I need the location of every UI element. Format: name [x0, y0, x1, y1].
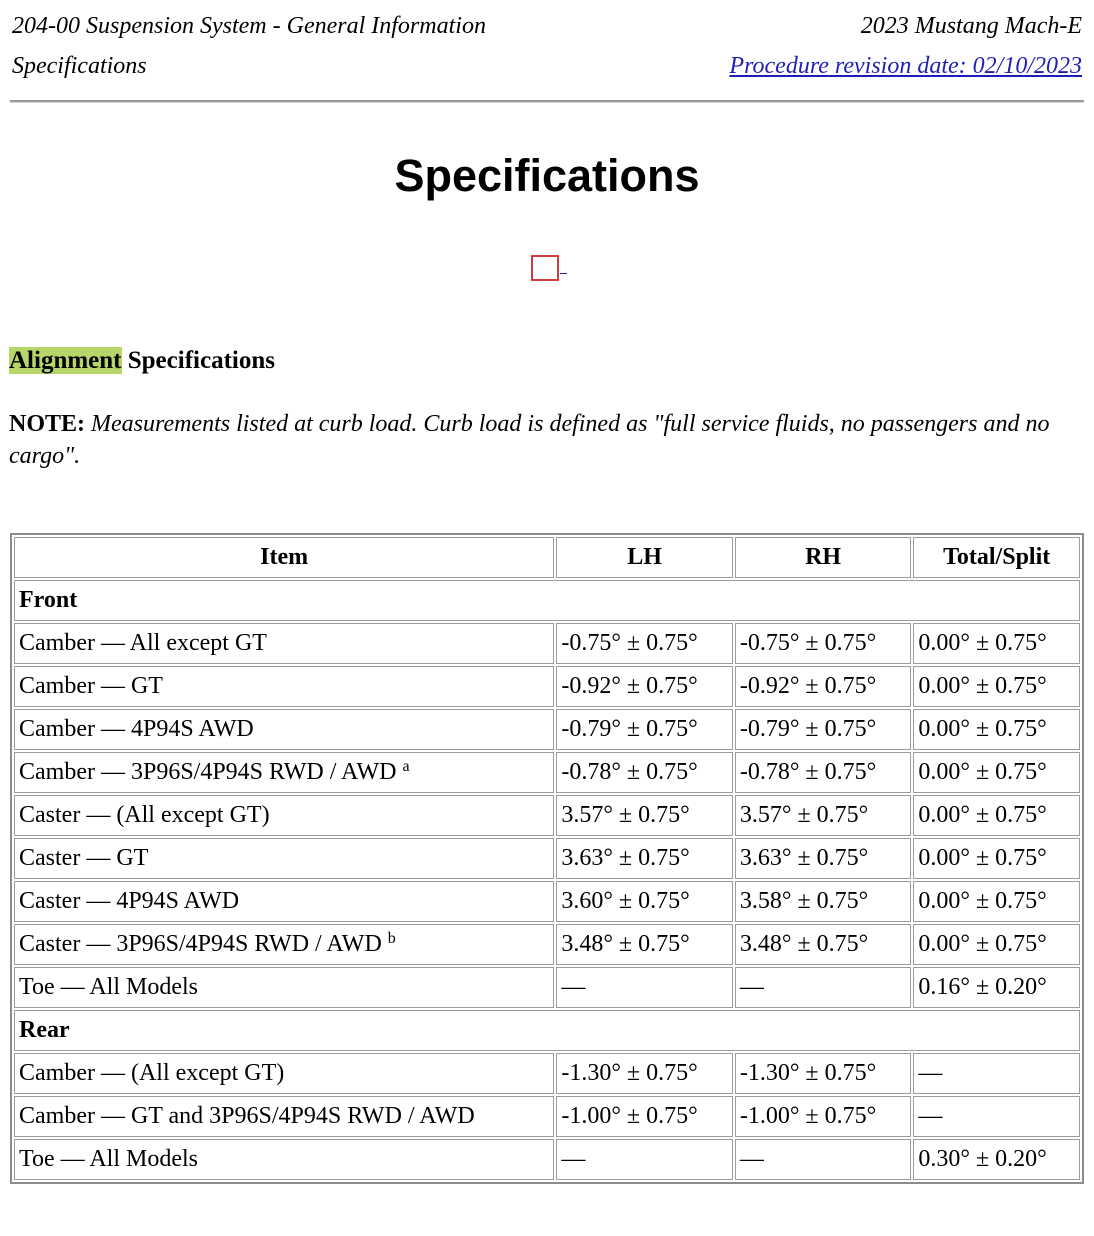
table-row [14, 967, 1080, 1008]
table-header-row [14, 537, 1080, 578]
subsection-title: Specifications [12, 53, 147, 79]
lh-cell: -1.00° ± 0.75° [556, 1096, 733, 1137]
item-text: Camber — 3P96S/4P94S RWD / AWD [19, 759, 403, 785]
item-cell [14, 666, 554, 707]
lh-cell: -0.92° ± 0.75° [556, 666, 733, 707]
header-left [12, 6, 486, 86]
revision-date-link[interactable]: Procedure revision date: 02/10/2023 [729, 53, 1082, 79]
rh-cell: -0.78° ± 0.75° [735, 752, 912, 793]
total-split-cell: 0.30° ± 0.20° [913, 1139, 1080, 1180]
item-text: Toe — All Models [19, 1146, 198, 1172]
section-heading [9, 344, 275, 378]
table-row [14, 924, 1080, 965]
table-row [14, 795, 1080, 836]
rh-cell: — [735, 1139, 912, 1180]
lh-cell: -0.79° ± 0.75° [556, 709, 733, 750]
lh-cell: — [556, 967, 733, 1008]
column-header-lh: LH [556, 537, 733, 578]
rh-cell: 3.63° ± 0.75° [735, 838, 912, 879]
item-cell [14, 838, 554, 879]
item-cell [14, 967, 554, 1008]
table-row [14, 881, 1080, 922]
section-label: Front [14, 580, 1080, 621]
item-text: Caster — 4P94S AWD [19, 888, 240, 914]
lh-cell: 3.63° ± 0.75° [556, 838, 733, 879]
note-label: NOTE: [9, 411, 86, 437]
item-cell [14, 881, 554, 922]
total-split-cell: — [913, 1053, 1080, 1094]
rh-cell: 3.57° ± 0.75° [735, 795, 912, 836]
item-text: Toe — All Models [19, 974, 198, 1000]
item-cell [14, 1096, 554, 1137]
lh-cell: 3.48° ± 0.75° [556, 924, 733, 965]
total-split-cell: 0.00° ± 0.75° [913, 924, 1080, 965]
table-row [14, 709, 1080, 750]
highlighted-term: Alignment [9, 347, 122, 374]
table-row [14, 1053, 1080, 1094]
rh-cell: — [735, 967, 912, 1008]
rh-cell: -0.79° ± 0.75° [735, 709, 912, 750]
total-split-cell: 0.16° ± 0.20° [913, 967, 1080, 1008]
rh-cell: 3.48° ± 0.75° [735, 924, 912, 965]
item-cell [14, 1139, 554, 1180]
item-text: Camber — GT and 3P96S/4P94S RWD / AWD [19, 1103, 475, 1129]
item-cell [14, 752, 554, 793]
total-split-cell: 0.00° ± 0.75° [913, 623, 1080, 664]
item-cell [14, 623, 554, 664]
footnote-marker: a [402, 758, 410, 775]
item-text: Camber — 4P94S AWD [19, 716, 254, 742]
lh-cell: -1.30° ± 0.75° [556, 1053, 733, 1094]
alignment-spec-table [10, 533, 1084, 1184]
vehicle-name: 2023 Mustang Mach-E [860, 13, 1082, 39]
image-link-underline [560, 273, 567, 274]
section-title: 204-00 Suspension System - General Information [12, 13, 486, 39]
item-cell [14, 709, 554, 750]
rh-cell: -1.30° ± 0.75° [735, 1053, 912, 1094]
table-row [14, 838, 1080, 879]
column-header-total-split: Total/Split [913, 537, 1080, 578]
lh-cell: -0.75° ± 0.75° [556, 623, 733, 664]
header-right [729, 6, 1082, 86]
page-title: Specifications [394, 150, 700, 201]
total-split-cell: 0.00° ± 0.75° [913, 752, 1080, 793]
item-cell [14, 795, 554, 836]
item-text: Caster — GT [19, 845, 149, 871]
rh-cell: -0.92° ± 0.75° [735, 666, 912, 707]
total-split-cell: 0.00° ± 0.75° [913, 795, 1080, 836]
front-section-row [14, 580, 1080, 621]
item-cell [14, 1053, 554, 1094]
footnote-marker: b [387, 930, 396, 947]
note [9, 408, 1069, 472]
rh-cell: 3.58° ± 0.75° [735, 881, 912, 922]
rear-section-row [14, 1010, 1080, 1051]
section-heading-rest: Specifications [121, 347, 275, 374]
header-divider [10, 100, 1084, 103]
table-row [14, 752, 1080, 793]
lh-cell: — [556, 1139, 733, 1180]
table-row [14, 666, 1080, 707]
lh-cell: -0.78° ± 0.75° [556, 752, 733, 793]
note-text: Measurements listed at curb load. Curb load is defined as "full service fluids, no passengers and no cargo". [9, 411, 1050, 469]
item-text: Camber — All except GT [19, 630, 267, 656]
item-text: Camber — GT [19, 673, 163, 699]
lh-cell: 3.60° ± 0.75° [556, 881, 733, 922]
item-text: Caster — 3P96S/4P94S RWD / AWD [19, 931, 388, 957]
total-split-cell: 0.00° ± 0.75° [913, 709, 1080, 750]
total-split-cell: 0.00° ± 0.75° [913, 838, 1080, 879]
total-split-cell: 0.00° ± 0.75° [913, 666, 1080, 707]
rh-cell: -1.00° ± 0.75° [735, 1096, 912, 1137]
total-split-cell: — [913, 1096, 1080, 1137]
table-row [14, 1139, 1080, 1180]
table-row [14, 1096, 1080, 1137]
total-split-cell: 0.00° ± 0.75° [913, 881, 1080, 922]
rh-cell: -0.75° ± 0.75° [735, 623, 912, 664]
column-header-rh: RH [735, 537, 912, 578]
table-row [14, 623, 1080, 664]
column-header-item: Item [14, 537, 554, 578]
section-label: Rear [14, 1010, 1080, 1051]
item-text: Camber — (All except GT) [19, 1060, 285, 1086]
item-cell [14, 924, 554, 965]
broken-image-icon[interactable] [531, 255, 559, 281]
item-text: Caster — (All except GT) [19, 802, 270, 828]
lh-cell: 3.57° ± 0.75° [556, 795, 733, 836]
